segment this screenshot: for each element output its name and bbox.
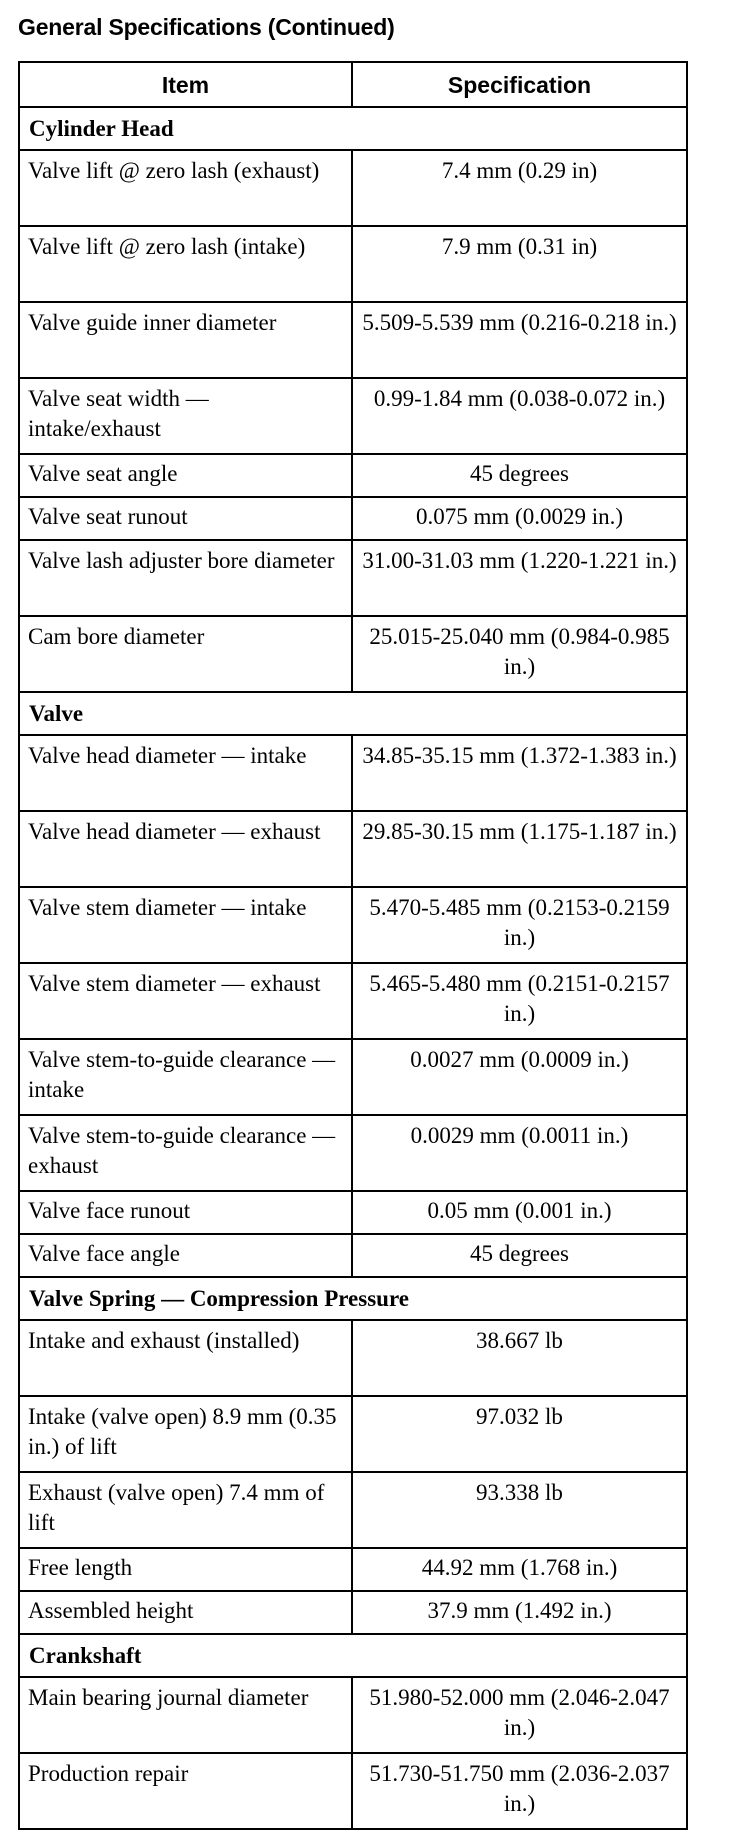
item-cell: Assembled height (19, 1591, 352, 1634)
table-row (19, 226, 687, 302)
table-row (19, 1591, 687, 1634)
table-row (19, 616, 687, 692)
section-title: Cylinder Head (19, 107, 687, 150)
spec-cell: 7.4 mm (0.29 in) (352, 150, 687, 226)
spec-cell: 31.00-31.03 mm (1.220-1.221 in.) (352, 540, 687, 616)
spec-cell: 5.465-5.480 mm (0.2151-0.2157 in.) (352, 963, 687, 1039)
table-row (19, 1039, 687, 1115)
table-row (19, 1677, 687, 1753)
spec-cell: 7.9 mm (0.31 in) (352, 226, 687, 302)
spec-cell: 51.980-52.000 mm (2.046-2.047 in.) (352, 1677, 687, 1753)
spec-cell: 45 degrees (352, 454, 687, 497)
table-row (19, 454, 687, 497)
item-cell: Main bearing journal diameter (19, 1677, 352, 1753)
item-cell: Cam bore diameter (19, 616, 352, 692)
item-cell: Valve seat angle (19, 454, 352, 497)
spec-cell: 5.509-5.539 mm (0.216-0.218 in.) (352, 302, 687, 378)
spec-cell: 5.470-5.485 mm (0.2153-0.2159 in.) (352, 887, 687, 963)
spec-cell: 0.05 mm (0.001 in.) (352, 1191, 687, 1234)
table-row (19, 1753, 687, 1829)
spec-cell: 51.730-51.750 mm (2.036-2.037 in.) (352, 1753, 687, 1829)
item-cell: Valve face angle (19, 1234, 352, 1277)
table-row (19, 963, 687, 1039)
item-cell: Valve stem diameter — exhaust (19, 963, 352, 1039)
section-header-row (19, 692, 687, 735)
table-row (19, 378, 687, 454)
item-cell: Valve stem-to-guide clearance — intake (19, 1039, 352, 1115)
spec-cell: 97.032 lb (352, 1396, 687, 1472)
section-title: Crankshaft (19, 1634, 687, 1677)
item-cell: Valve stem diameter — intake (19, 887, 352, 963)
item-cell: Intake (valve open) 8.9 mm (0.35 in.) of lift (19, 1396, 352, 1472)
table-row (19, 540, 687, 616)
table-row (19, 302, 687, 378)
spec-cell: 29.85-30.15 mm (1.175-1.187 in.) (352, 811, 687, 887)
page-title: General Specifications (Continued) (18, 14, 395, 40)
table-row (19, 150, 687, 226)
item-cell: Intake and exhaust (installed) (19, 1320, 352, 1396)
item-cell: Valve lash adjuster bore diameter (19, 540, 352, 616)
table-row (19, 811, 687, 887)
spec-cell: 0.075 mm (0.0029 in.) (352, 497, 687, 540)
table-row (19, 887, 687, 963)
table-row (19, 1234, 687, 1277)
item-cell: Valve guide inner diameter (19, 302, 352, 378)
item-cell: Valve stem-to-guide clearance — exhaust (19, 1115, 352, 1191)
section-title: Valve (19, 692, 687, 735)
spec-cell: 93.338 lb (352, 1472, 687, 1548)
column-header-item: Item (19, 62, 352, 107)
table-header-row (19, 62, 687, 107)
table-row (19, 1396, 687, 1472)
item-cell: Valve lift @ zero lash (intake) (19, 226, 352, 302)
item-cell: Valve head diameter — intake (19, 735, 352, 811)
spec-cell: 0.0027 mm (0.0009 in.) (352, 1039, 687, 1115)
spec-cell: 44.92 mm (1.768 in.) (352, 1548, 687, 1591)
item-cell: Valve seat width — intake/exhaust (19, 378, 352, 454)
spec-cell: 38.667 lb (352, 1320, 687, 1396)
table-row (19, 735, 687, 811)
spec-cell: 45 degrees (352, 1234, 687, 1277)
item-cell: Valve face runout (19, 1191, 352, 1234)
table-row (19, 497, 687, 540)
section-header-row (19, 1634, 687, 1677)
item-cell: Valve lift @ zero lash (exhaust) (19, 150, 352, 226)
table-row (19, 1115, 687, 1191)
spec-table (18, 61, 688, 1830)
section-header-row (19, 1277, 687, 1320)
item-cell: Valve head diameter — exhaust (19, 811, 352, 887)
section-header-row (19, 107, 687, 150)
item-cell: Free length (19, 1548, 352, 1591)
item-cell: Production repair (19, 1753, 352, 1829)
table-row (19, 1320, 687, 1396)
table-row (19, 1472, 687, 1548)
item-cell: Valve seat runout (19, 497, 352, 540)
spec-cell: 37.9 mm (1.492 in.) (352, 1591, 687, 1634)
spec-cell: 25.015-25.040 mm (0.984-0.985 in.) (352, 616, 687, 692)
spec-cell: 34.85-35.15 mm (1.372-1.383 in.) (352, 735, 687, 811)
column-header-specification: Specification (352, 62, 687, 107)
item-cell: Exhaust (valve open) 7.4 mm of lift (19, 1472, 352, 1548)
spec-cell: 0.99-1.84 mm (0.038-0.072 in.) (352, 378, 687, 454)
section-title: Valve Spring — Compression Pressure (19, 1277, 687, 1320)
spec-cell: 0.0029 mm (0.0011 in.) (352, 1115, 687, 1191)
table-row (19, 1191, 687, 1234)
table-row (19, 1548, 687, 1591)
